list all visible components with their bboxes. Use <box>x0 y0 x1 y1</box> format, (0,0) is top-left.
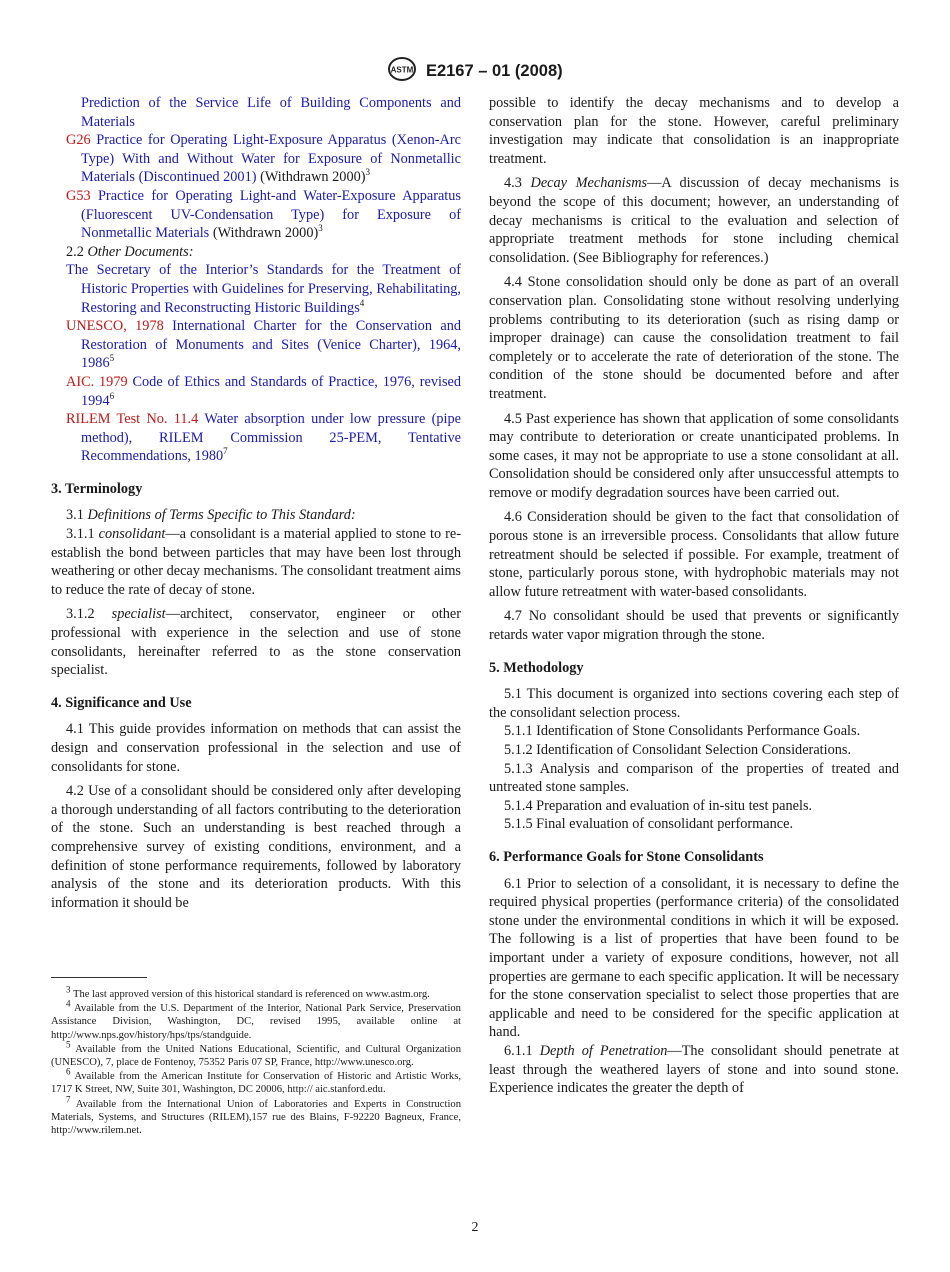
footnote-3: $^3$ The last approved version of this historical standard is referenced on www.astm.org. <box>66 984 430 1000</box>
ref-g26[interactable]: G26 Practice for Operating Light-Exposure Apparatus (Xenon-Arc Type) With and Without Water for Exposure of Nonmetallic Materials (Discontinued 2001) (Withdrawn 2000)$^3$ <box>66 132 461 186</box>
para-4-1: 4.1 This guide provides information on methods that can assist the design and conservation professional in the selection and use of consolidants for stone. <box>51 721 461 775</box>
para-3-1-1: 3.1.1 consolidant—a consolidant is a material applied to stone to re-establish the bond between particles that may have been lost through weathering or other decay mechanisms. The consolidant treatment aims to reduce the rate of decay of stone. <box>51 526 462 598</box>
other-documents-heading: 2.2 Other Documents: <box>66 243 194 260</box>
para-6-1: 6.1 Prior to selection of a consolidant, it is necessary to define the required physical properties (performance criteria) of the consolidated stone under the environmental conditions in which it will be exposed. The following is a list of properties that have been found to be important under a variety of exposure conditions, however, not all properties are germane to each specific application. It will be necessary for the stone conservation specialist to select those properties that are applicable and need to be considered for the specific application at hand. <box>489 875 899 1041</box>
para-4-6: 4.6 Consideration should be given to the fact that consolidation of porous stone is an irreversible process. Consolidants that allow future retreatment should be selected if possible. For example, treatment of stone, particularly porous stone, with hydrophobic materials may not allow future retreatment with water-based consolidants. <box>489 509 899 600</box>
astm-logo-text: ASTM <box>391 65 414 75</box>
page-number: 2 <box>471 1220 479 1235</box>
astm-logo-icon <box>387 56 417 82</box>
para-5-1-2: 5.1.2 Identification of Consolidant Selection Considerations. <box>504 742 852 758</box>
ref-unesco[interactable]: UNESCO, 1978 International Charter for the Conservation and Restoration of Monuments and Sites (Venice Charter), 1964, 1986$^5$ <box>66 318 461 372</box>
page-header <box>0 56 950 82</box>
left-column <box>51 94 461 912</box>
para-5-1-4: 5.1.4 Preparation and evaluation of in-situ test panels. <box>504 797 813 814</box>
footnotes <box>51 984 461 1138</box>
ref-secretary-interior[interactable]: The Secretary of the Interior’s Standards for the Treatment of Historic Properties with Guidelines for Preserving, Rehabilitating, Restoring and Reconstructing Historic Buildings$^4$ <box>66 262 461 316</box>
ref-continuation[interactable]: Prediction of the Service Life of Building Components and Materials <box>81 95 461 130</box>
designation: E2167 – 01 (2008) <box>425 62 563 80</box>
para-6-1-1: 6.1.1 Depth of Penetration—The consolidant should penetrate at least through the weathered layers of stone and into sound stone. Experience indicates the greater the depth of <box>489 1042 899 1097</box>
ref-rilem[interactable]: RILEM Test No. 11.4 Water absorption under low pressure (pipe method), RILEM Commission 25-PEM, Tentative Recommendations, 1980$^7$ <box>66 411 461 465</box>
footnote-6: $^6$ Available from the American Institute for Conservation of Historic and Artistic Works, 1717 K Street, NW, Suite 301, Washington, DC 20006, http:// aic.stanford.edu. <box>51 1066 461 1096</box>
para-4-2-continued: possible to identify the decay mechanisms and to develop a conservation plan for the stone. However, careful preliminary investigation may indicate that consolidation is an inappropriate treatment. <box>489 95 899 167</box>
section-5-heading: 5. Methodology <box>489 659 584 676</box>
para-4-7: 4.7 No consolidant should be used that prevents or significantly retards water vapor migration through the stone. <box>489 608 899 644</box>
footnote-7: $^7$ Available from the International Union of Laboratories and Experts in Construction Materials, Systems, and Structures (RILEM),157 rue des Blains, F-92220 Bagneux, France, http://www.rilem.net. <box>51 1094 461 1137</box>
para-4-2: 4.2 Use of a consolidant should be considered only after developing a thorough understanding of all factors contributing to the deterioration of the stone. Such an understanding is best reached through a comprehensive survey of existing conditions, environment, and a definition of stone performance requirements, followed by laboratory analysis of the stone and its deterioration products. With this information it should be <box>51 783 461 911</box>
footnote-4: $^4$ Available from the U.S. Department of the Interior, National Park Service, Preservation Assistance Division, Washington, DC, revised 1995, available online at http://www.nps.gov/history/hps/tps/standguide. <box>51 998 461 1041</box>
para-3-1: 3.1 Definitions of Terms Specific to This Standard: <box>66 507 356 524</box>
footnote-rule <box>51 977 147 978</box>
para-3-1-2: 3.1.2 specialist—architect, conservator, engineer or other professional with experience in the selection and use of stone consolidants, hereinafter referred to as the stone conservation specialist. <box>51 606 461 679</box>
para-5-1: 5.1 This document is organized into sections covering each step of the consolidant selection process. <box>489 686 899 721</box>
section-4-heading: 4. Significance and Use <box>51 694 192 711</box>
section-3-heading: 3. Terminology <box>51 480 143 497</box>
para-4-4: 4.4 Stone consolidation should only be done as part of an overall conservation plan. Consolidating stone without resolving underlying problems contributing to its deterioration (such as rising damp or improper drainage) can cause the consolidation treatment to fail completely or to accelerate the rate of deterioration of the stone. The condition of the stone should be documented before and after treatment. <box>489 274 899 402</box>
ref-aic[interactable]: AIC. 1979 Code of Ethics and Standards of Practice, 1976, revised 1994$^6$ <box>66 373 462 409</box>
footnote-5: $^5$ Available from the United Nations Educational, Scientific, and Cultural Organization (UNESCO), 7, place de Fontenoy, 75352 Paris 07 SP, France, http://www.unesco.org. <box>51 1039 461 1069</box>
ref-g53[interactable]: G53 Practice for Operating Light-and Water-Exposure Apparatus (Fluorescent UV-Condensation Type) for Exposure of Nonmetallic Materials (Withdrawn 2000)$^3$ <box>66 187 461 242</box>
right-column <box>489 94 899 1098</box>
para-5-1-5: 5.1.5 Final evaluation of consolidant performance. <box>504 816 794 833</box>
para-4-3: 4.3 Decay Mechanisms—A discussion of decay mechanisms is beyond the scope of this document; however, an understanding of decay mechanisms is critical to the evaluation and selection of appropriate treatment methods for stone including chemical consolidation. (See Bibliography for references.) <box>489 175 900 266</box>
section-6-heading: 6. Performance Goals for Stone Consolidants <box>489 848 764 865</box>
para-5-1-1: 5.1.1 Identification of Stone Consolidants Performance Goals. <box>504 723 861 740</box>
para-4-5: 4.5 Past experience has shown that application of some consolidants may contribute to deterioration or create unanticipated problems. In some cases, it may not be appropriate to use a stone consolidant at all. Consolidation should be considered only after unsuccessful attempts to remove or modify degradation sources have been carried out. <box>489 410 899 501</box>
para-5-1-3: 5.1.3 Analysis and comparison of the properties of treated and untreated stone samples. <box>489 760 899 796</box>
